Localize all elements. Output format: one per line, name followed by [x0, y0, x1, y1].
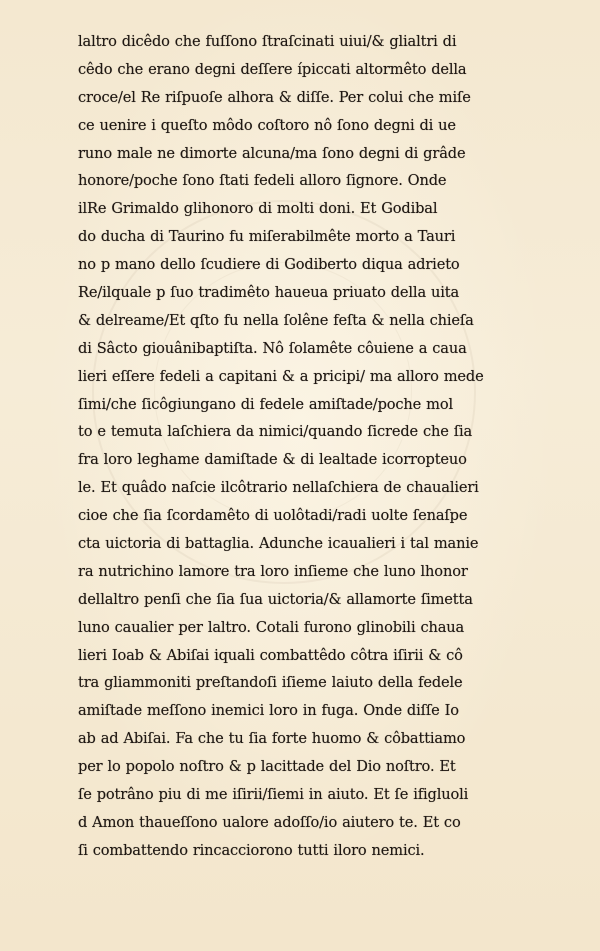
- text-line: dellaltro penſi che ſia ſua uictoria/& allamorte ſimetta: [78, 590, 473, 608]
- text-line: ra nutrichino lamore tra loro inſieme che luno lhonor: [78, 562, 468, 580]
- text-line: Re/ilquale p ſuo tradimêto haueua priuato della uita: [78, 284, 460, 302]
- text-line: cioe che ſia ſcordamêto di uolôtadi/radi uolte ſenaſpe: [78, 507, 468, 525]
- text-line: lieri Ioab & Abiſai iquali combattêdo côtra iſirii & cô: [78, 646, 463, 664]
- text-line: amiſtade meſſono inemici loro in fuga. Onde diſſe Io: [78, 702, 459, 720]
- text-line: ab ad Abiſai. Fa che tu ſia forte huomo & côbattiamo: [78, 730, 466, 748]
- text-line: ſimi/che ſicôgiungano di fedele amiſtade/poche mol: [78, 395, 453, 413]
- text-line: luno caualier per laltro. Cotali furono glinobili chaua: [78, 618, 465, 636]
- text-line: le. Et quâdo naſcie ilcôtrario nellaſchiera de chaualieri: [78, 479, 479, 497]
- text-line: to e temuta laſchiera da nimici/quando ſicrede che ſia: [78, 423, 473, 441]
- text-line: croce/el Re riſpuoſe alhora & diſſe. Per colui che miſe: [78, 88, 471, 106]
- text-line: no p mano dello ſcudiere di Godiberto diqua adrieto: [78, 256, 460, 274]
- text-line: laltro dicêdo che fuſſono ſtraſcinati uiui/& glialtri di: [78, 33, 457, 50]
- text-line: & delreame/Et qſto fu nella ſolêne feſta & nella chieſa: [78, 311, 474, 329]
- text-line: ilRe Grimaldo glihonoro di molti doni. Et Godibal: [78, 200, 438, 218]
- text-line: per lo popolo noſtro & p lacittade del Dio noſtro. Et: [78, 758, 456, 776]
- text-line: tra gliammoniti preſtandoſi iſieme laiuto della fedele: [78, 674, 463, 692]
- text-line: do ducha di Taurino fu miſerabilmête morto a Tauri: [78, 228, 456, 246]
- text-line: honore/poche ſono ſtati fedeli alloro ſignore. Onde: [78, 172, 447, 190]
- text-line: d Amon thaueſſono ualore adoſſo/io aiutero te. Et co: [78, 813, 461, 831]
- text-line: lieri eſſere fedeli a capitani & a pricipi/ ma alloro mede: [78, 367, 484, 385]
- text-line: ce uenire i queſto môdo coſtoro nô ſono degni di ue: [78, 116, 456, 134]
- text-line: runo male ne dimorte alcuna/ma ſono degni di grâde: [78, 144, 466, 162]
- text-line: fra loro leghame damiſtade & di lealtade icorropteuo: [78, 451, 467, 469]
- text-line: cta uictoria di battaglia. Adunche icaualieri i tal manie: [78, 535, 479, 553]
- text-line: ſe potrâno piu di me iſirii/ſiemi in aiuto. Et ſe ifigluoli: [78, 786, 469, 804]
- text-line: di Sâcto giouânibaptiſta. Nô ſolamête côuiene a caua: [78, 339, 467, 357]
- text-line: cêdo che erano degni deſſere ípiccati altormêto della: [78, 60, 467, 78]
- body-text: [78, 28, 578, 865]
- text-line: ſi combattendo rincacciorono tutti iloro nemici.: [78, 841, 425, 859]
